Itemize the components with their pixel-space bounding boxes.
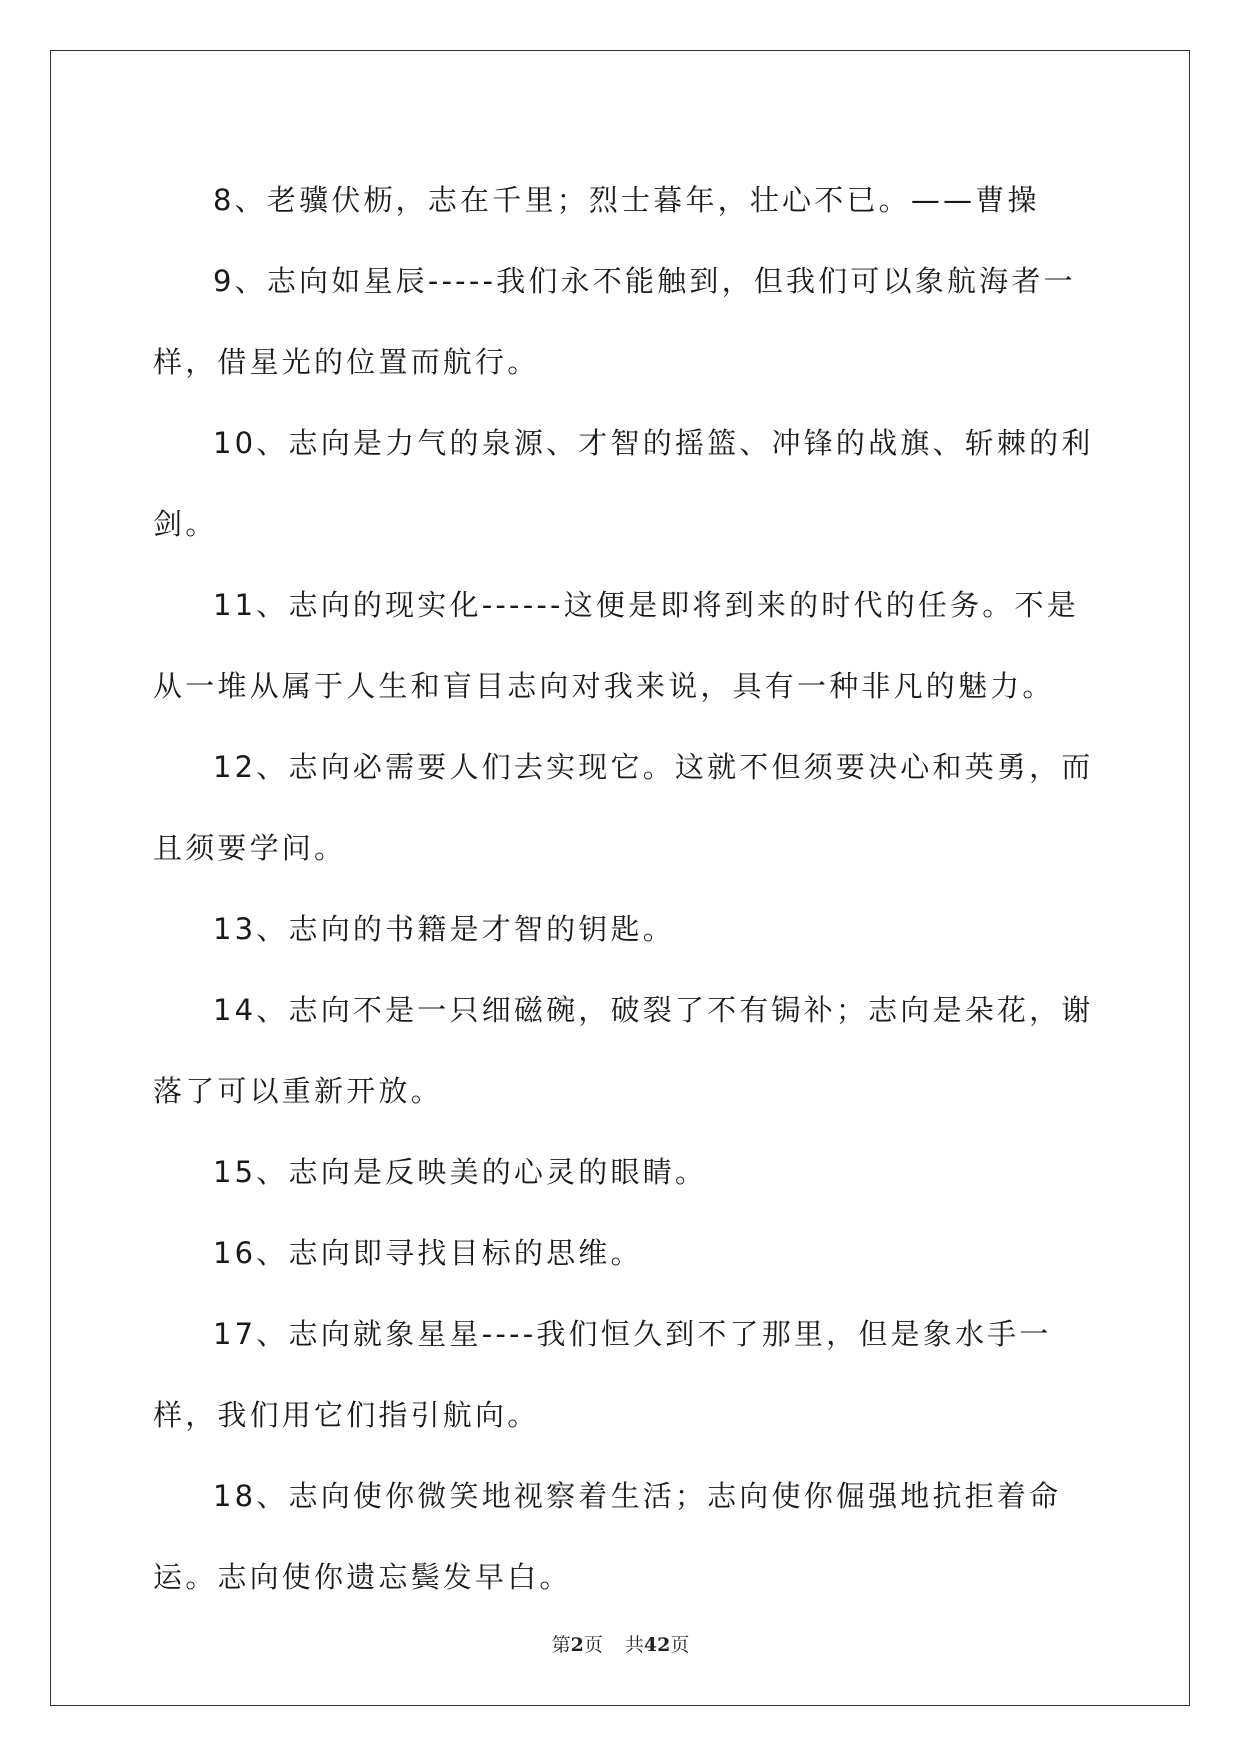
page-number: 2 [570,1634,584,1656]
total-pages: 42 [643,1634,671,1656]
quote-paragraph-11: 11、志向的现实化------这便是即将到来的时代的任务。不是从一堆从属于人生和盲目志向对我来说，具有一种非凡的魅力。 [153,588,1079,703]
quote-paragraph-16: 16、志向即寻找目标的思维。 [213,1236,643,1270]
quote-paragraph-15: 15、志向是反映美的心灵的眼睛。 [213,1155,708,1189]
quote-paragraph-17: 17、志向就象星星----我们恒久到不了那里，但是象水手一样，我们用它们指引航向。 [153,1317,1052,1432]
page-footer [0,1630,1241,1657]
quote-paragraph-13: 13、志向的书籍是才智的钥匙。 [213,912,675,946]
page-suffix: 页 [583,1634,603,1656]
quote-paragraph-9: 9、志向如星辰-----我们永不能触到，但我们可以象航海者一样，借星光的位置而航行。 [153,264,1076,379]
document-body [153,160,1103,1618]
page-prefix: 第 [551,1634,571,1656]
quote-paragraph-12: 12、志向必需要人们去实现它。这就不但须要决心和英勇，而且须要学问。 [153,750,1094,865]
quote-paragraph-8: 8、老骥伏枥，志在千里；烈士暮年，壮心不已。——曹操 [213,183,1040,217]
total-suffix: 页 [670,1634,690,1656]
quote-paragraph-18: 18、志向使你微笑地视察着生活；志向使你倔强地抗拒着命运。志向使你遗忘鬓发早白。 [153,1479,1062,1594]
quote-paragraph-14: 14、志向不是一只细磁碗，破裂了不有锔补；志向是朵花，谢落了可以重新开放。 [153,993,1094,1108]
quote-paragraph-10: 10、志向是力气的泉源、才智的摇篮、冲锋的战旗、斩棘的利剑。 [153,426,1094,541]
total-prefix: 共 [624,1634,644,1656]
